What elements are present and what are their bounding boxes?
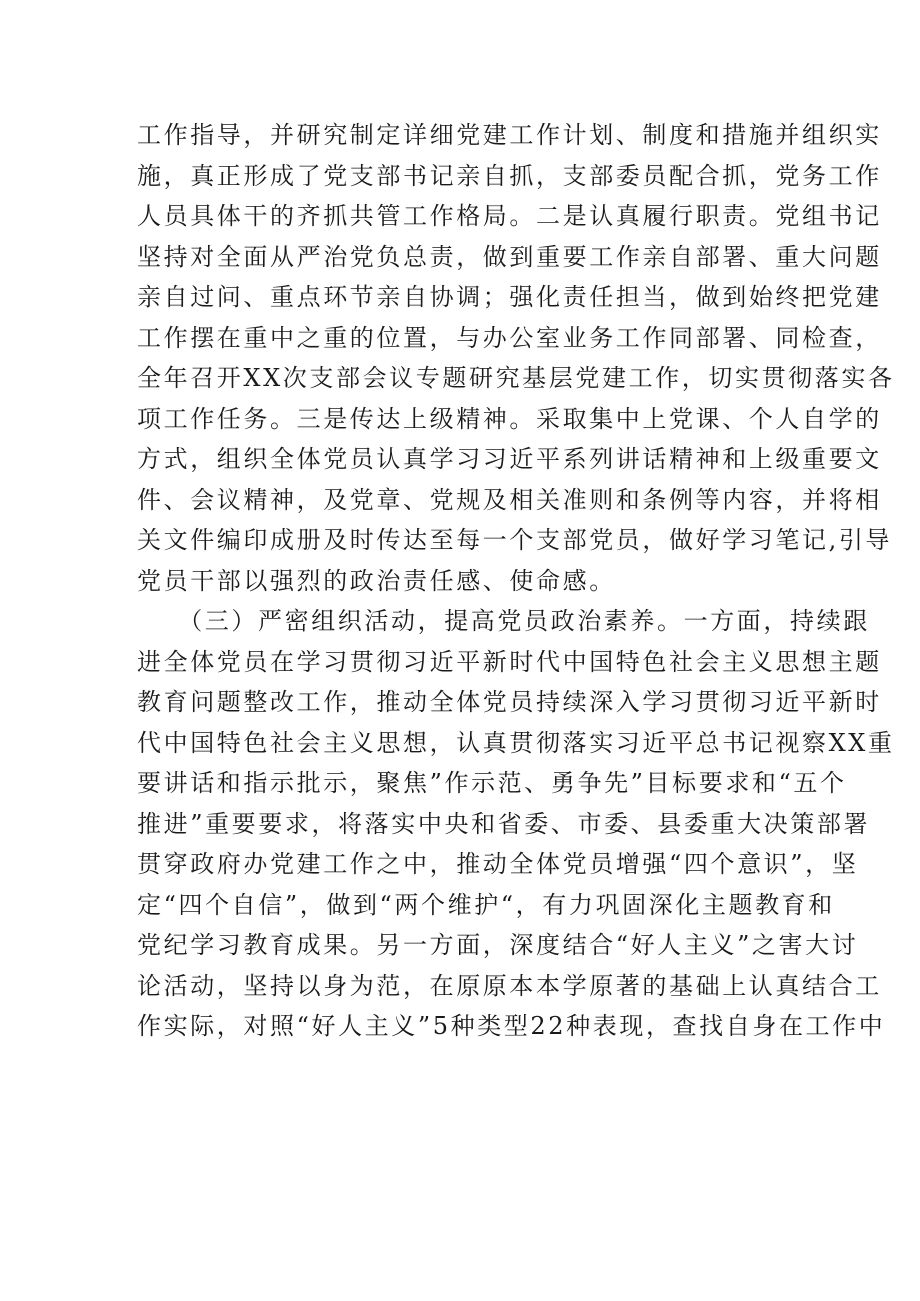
text-line: 定“四个自信”，做到“两个维护“，有力巩固深化主题教育和	[137, 890, 835, 919]
text-line: 方式，组织全体党员认真学习习近平系列讲话精神和上级重要文	[137, 445, 882, 473]
text-line: 代中国特色社会主义思想，认真贯彻落实习近平总书记视察XX重	[137, 728, 895, 757]
text-line: 全年召开XX次支部会议专题研究基层党建工作，切实贯彻落实各	[137, 364, 895, 392]
text-line: 关文件编印成册及时传达至每一个支部党员，做好学习笔记,引导	[137, 526, 893, 554]
text-line: 工作指导，并研究制定详细党建工作计划、制度和措施并组织实	[137, 121, 882, 149]
text-line: 教育问题整改工作，推动全体党员持续深入学习贯彻习近平新时	[137, 688, 882, 716]
text-line: （三）严密组织活动，提高党员政治素养。一方面，持续跟	[137, 607, 870, 635]
text-line: 工作摆在重中之重的位置，与办公室业务工作同部署、同检查，	[137, 323, 882, 352]
text-line: 人员具体干的齐抓共管工作格局。二是认真履行职责。党组书记	[137, 202, 882, 230]
text-line: 作实际，对照“好人主义”5种类型22种表现，查找自身在工作中	[137, 1012, 886, 1040]
text-line: 推进”重要要求，将落实中央和省委、市委、县委重大决策部署	[137, 809, 871, 838]
text-line: 坚持对全面从严治党负总责，做到重要工作亲自部署、重大问题	[137, 242, 882, 271]
text-line: 贯穿政府办党建工作之中，推动全体党员增强“四个意识”，坚	[137, 850, 859, 878]
text-line: 进全体党员在学习贯彻习近平新时代中国特色社会主义思想主题	[137, 647, 882, 676]
text-line: 项工作任务。三是传达上级精神。采取集中上党课、个人自学的	[137, 404, 882, 433]
text-line: 件、会议精神，及党章、党规及相关准则和条例等内容，并将相	[137, 485, 882, 514]
body-text	[137, 115, 895, 1047]
text-line: 要讲话和指示批示，聚焦”作示范、勇争先”目标要求和“五个	[137, 769, 847, 797]
text-line: 亲自过问、重点环节亲自协调；强化责任担当，做到始终把党建	[137, 283, 882, 311]
text-line: 施，真正形成了党支部书记亲自抓，支部委员配合抓，党务工作	[137, 161, 882, 190]
text-line: 论活动，坚持以身为范，在原原本本学原著的基础上认真结合工	[137, 971, 882, 1000]
text-line: 党员干部以强烈的政治责任感、使命感。	[137, 566, 616, 595]
text-line: 党纪学习教育成果。另一方面，深度结合“好人主义”之害大讨	[137, 931, 859, 959]
